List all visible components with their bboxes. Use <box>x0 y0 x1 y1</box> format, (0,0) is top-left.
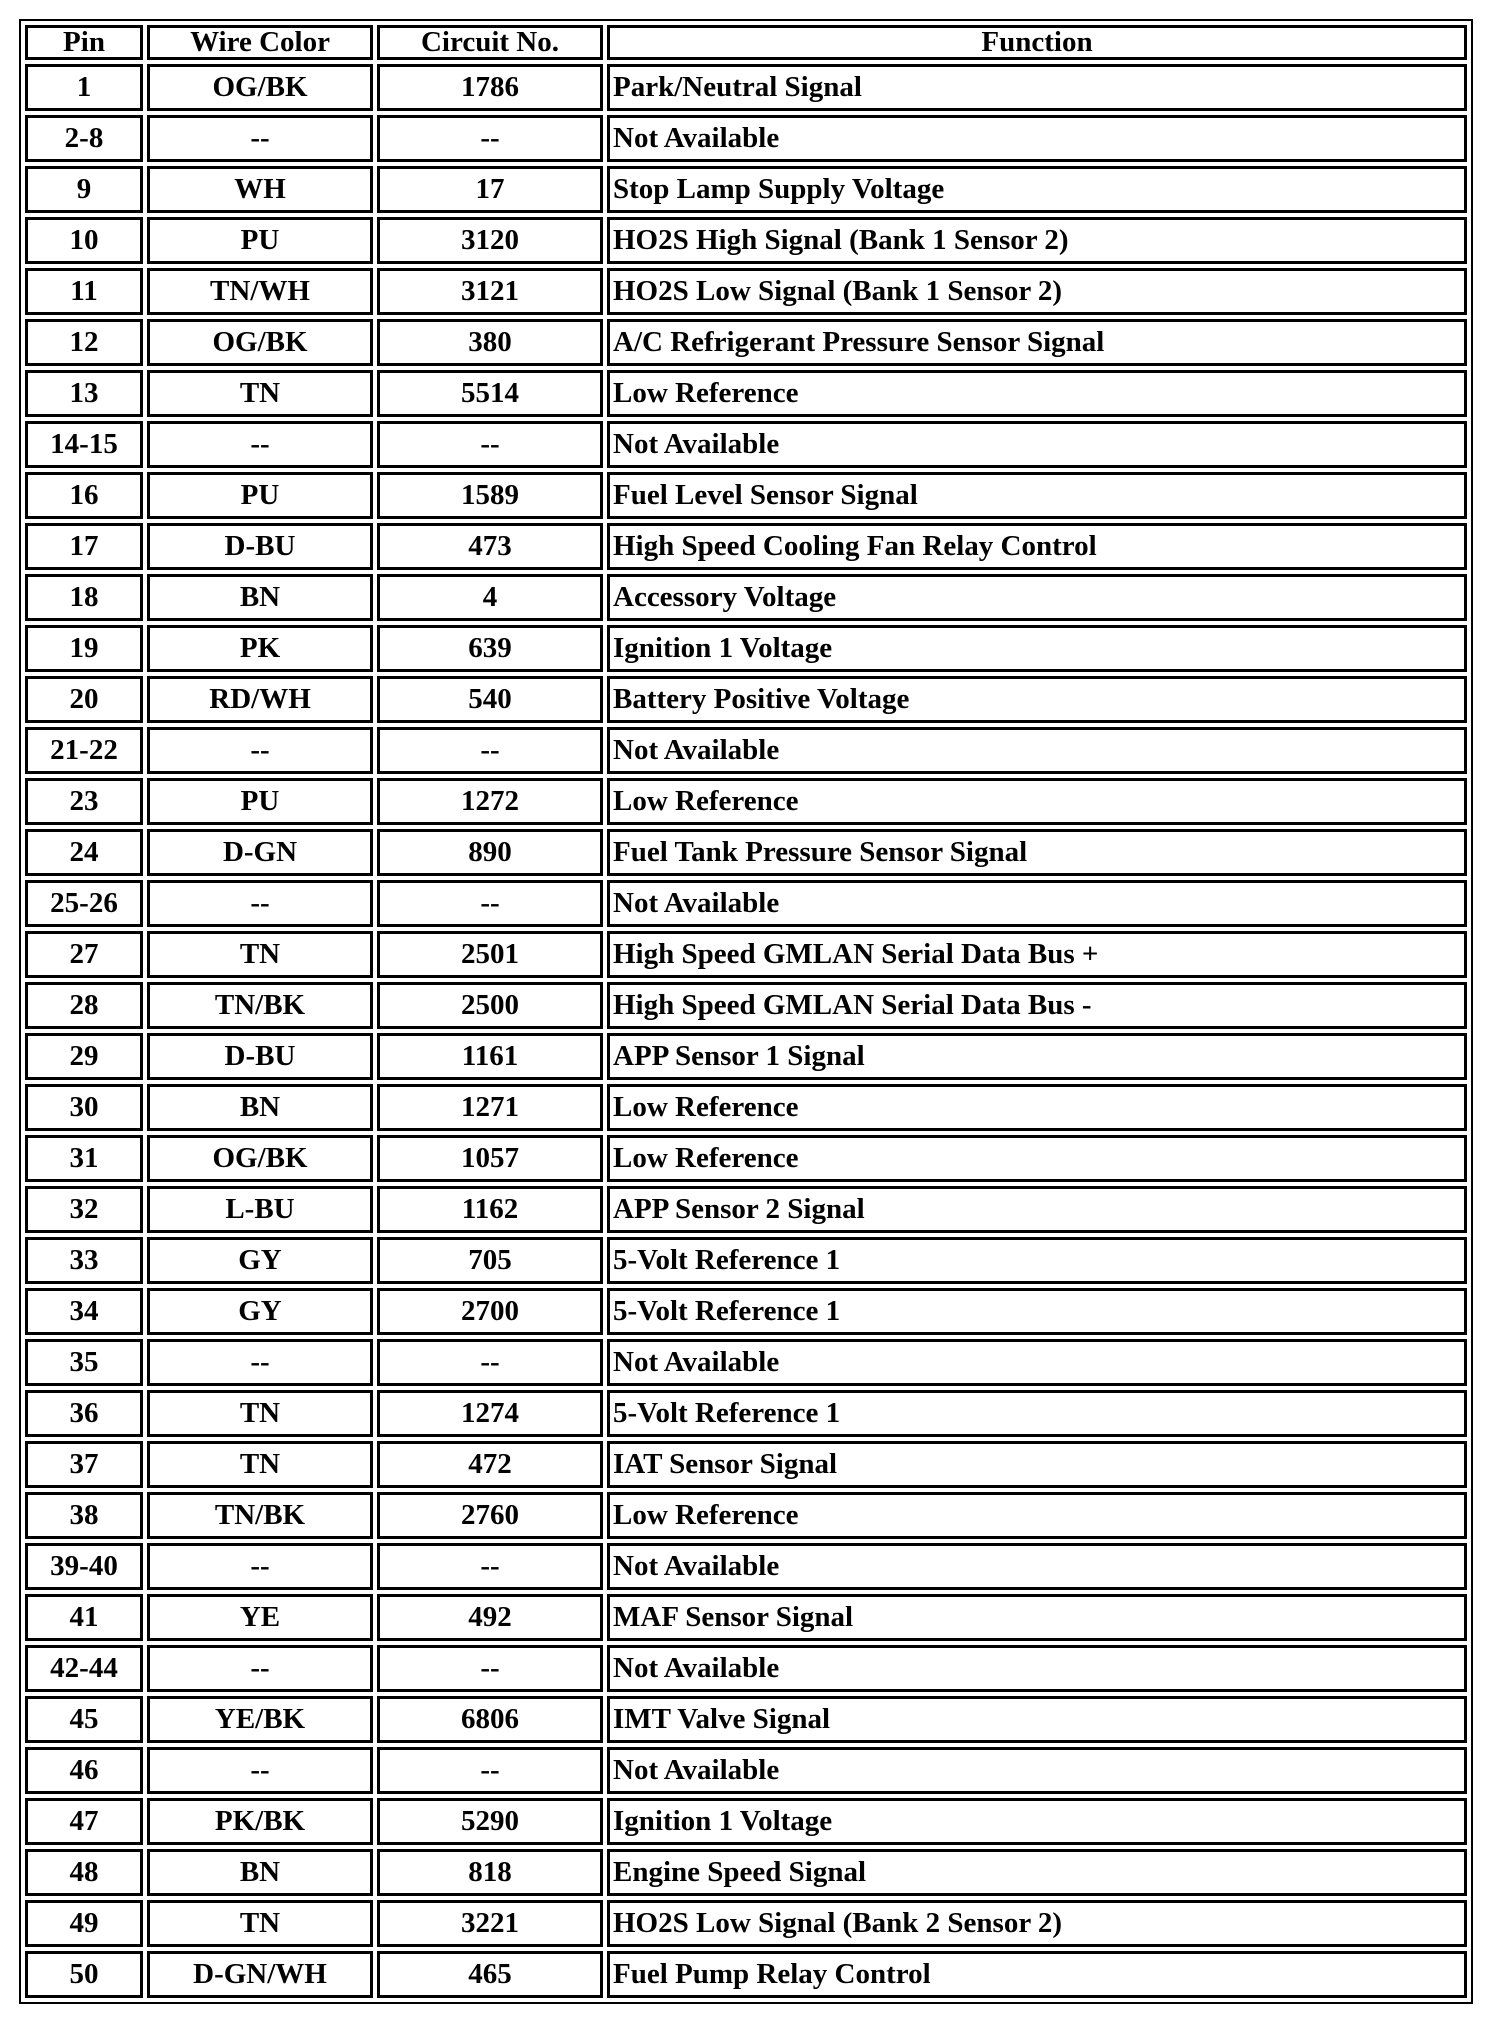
table-row <box>25 1237 1467 1284</box>
table-row <box>25 1798 1467 1845</box>
pin-cell: 38 <box>25 1492 143 1539</box>
table-row <box>25 574 1467 621</box>
wire-color-cell: BN <box>147 1084 373 1131</box>
wire-color-cell: -- <box>147 421 373 468</box>
pin-cell: 10 <box>25 217 143 264</box>
header-circuit-no: Circuit No. <box>377 25 603 60</box>
function-cell: Park/Neutral Signal <box>607 64 1467 111</box>
pin-cell: 9 <box>25 166 143 213</box>
table-row <box>25 727 1467 774</box>
wire-color-cell: OG/BK <box>147 319 373 366</box>
wire-color-cell: PK/BK <box>147 1798 373 1845</box>
table-row <box>25 1900 1467 1947</box>
pin-cell: 2-8 <box>25 115 143 162</box>
table-row <box>25 166 1467 213</box>
circuit-no-cell: 1271 <box>377 1084 603 1131</box>
table-row <box>25 1135 1467 1182</box>
circuit-no-cell: 5514 <box>377 370 603 417</box>
circuit-no-cell: 2700 <box>377 1288 603 1335</box>
function-cell: Not Available <box>607 115 1467 162</box>
circuit-no-cell: 492 <box>377 1594 603 1641</box>
table-row <box>25 1543 1467 1590</box>
circuit-no-cell: 17 <box>377 166 603 213</box>
pin-cell: 20 <box>25 676 143 723</box>
table-row <box>25 931 1467 978</box>
wire-color-cell: WH <box>147 166 373 213</box>
pin-cell: 25-26 <box>25 880 143 927</box>
wire-color-cell: -- <box>147 115 373 162</box>
circuit-no-cell: 6806 <box>377 1696 603 1743</box>
wire-color-cell: OG/BK <box>147 1135 373 1182</box>
function-cell: Accessory Voltage <box>607 574 1467 621</box>
circuit-no-cell: 3120 <box>377 217 603 264</box>
function-cell: 5-Volt Reference 1 <box>607 1237 1467 1284</box>
function-cell: Not Available <box>607 421 1467 468</box>
pin-cell: 45 <box>25 1696 143 1743</box>
function-cell: Ignition 1 Voltage <box>607 625 1467 672</box>
function-cell: Fuel Tank Pressure Sensor Signal <box>607 829 1467 876</box>
pin-cell: 35 <box>25 1339 143 1386</box>
function-cell: High Speed GMLAN Serial Data Bus - <box>607 982 1467 1029</box>
table-row <box>25 625 1467 672</box>
table-row <box>25 1849 1467 1896</box>
wire-color-cell: -- <box>147 727 373 774</box>
pin-cell: 24 <box>25 829 143 876</box>
function-cell: Not Available <box>607 727 1467 774</box>
wire-color-cell: TN <box>147 1390 373 1437</box>
circuit-no-cell: 5290 <box>377 1798 603 1845</box>
function-cell: APP Sensor 1 Signal <box>607 1033 1467 1080</box>
wire-color-cell: RD/WH <box>147 676 373 723</box>
circuit-no-cell: 1786 <box>377 64 603 111</box>
wire-color-cell: TN/BK <box>147 982 373 1029</box>
function-cell: Ignition 1 Voltage <box>607 1798 1467 1845</box>
circuit-no-cell: 1589 <box>377 472 603 519</box>
pin-cell: 31 <box>25 1135 143 1182</box>
circuit-no-cell: 3221 <box>377 1900 603 1947</box>
header-function: Function <box>607 25 1467 60</box>
pin-cell: 12 <box>25 319 143 366</box>
circuit-no-cell: 1162 <box>377 1186 603 1233</box>
wire-color-cell: YE/BK <box>147 1696 373 1743</box>
wire-color-cell: BN <box>147 574 373 621</box>
wire-color-cell: D-BU <box>147 1033 373 1080</box>
function-cell: HO2S Low Signal (Bank 2 Sensor 2) <box>607 1900 1467 1947</box>
table-row <box>25 421 1467 468</box>
pin-cell: 27 <box>25 931 143 978</box>
wire-color-cell: TN <box>147 931 373 978</box>
wire-color-cell: GY <box>147 1288 373 1335</box>
table-row <box>25 1747 1467 1794</box>
function-cell: High Speed GMLAN Serial Data Bus + <box>607 931 1467 978</box>
function-cell: Not Available <box>607 1645 1467 1692</box>
wire-color-cell: TN/WH <box>147 268 373 315</box>
pin-cell: 36 <box>25 1390 143 1437</box>
pin-cell: 50 <box>25 1951 143 1998</box>
pin-cell: 37 <box>25 1441 143 1488</box>
function-cell: Not Available <box>607 1747 1467 1794</box>
circuit-no-cell: 2760 <box>377 1492 603 1539</box>
circuit-no-cell: 1274 <box>377 1390 603 1437</box>
table-row <box>25 319 1467 366</box>
table-row <box>25 676 1467 723</box>
function-cell: 5-Volt Reference 1 <box>607 1288 1467 1335</box>
table-row <box>25 1441 1467 1488</box>
circuit-no-cell: 2500 <box>377 982 603 1029</box>
table-row <box>25 982 1467 1029</box>
table-row <box>25 1951 1467 1998</box>
table-row <box>25 778 1467 825</box>
circuit-no-cell: 890 <box>377 829 603 876</box>
table-row <box>25 115 1467 162</box>
wire-color-cell: PK <box>147 625 373 672</box>
circuit-no-cell: -- <box>377 1339 603 1386</box>
function-cell: Engine Speed Signal <box>607 1849 1467 1896</box>
wire-color-cell: TN <box>147 370 373 417</box>
circuit-no-cell: 4 <box>377 574 603 621</box>
table-row <box>25 523 1467 570</box>
wire-color-cell: -- <box>147 1543 373 1590</box>
function-cell: Low Reference <box>607 778 1467 825</box>
circuit-no-cell: -- <box>377 1747 603 1794</box>
pin-cell: 32 <box>25 1186 143 1233</box>
circuit-no-cell: -- <box>377 115 603 162</box>
circuit-no-cell: 818 <box>377 1849 603 1896</box>
pin-cell: 46 <box>25 1747 143 1794</box>
circuit-no-cell: 1272 <box>377 778 603 825</box>
pin-cell: 19 <box>25 625 143 672</box>
wire-color-cell: PU <box>147 472 373 519</box>
circuit-no-cell: 473 <box>377 523 603 570</box>
table-row <box>25 1033 1467 1080</box>
wire-color-cell: PU <box>147 217 373 264</box>
wire-color-cell: D-GN <box>147 829 373 876</box>
wire-color-cell: D-GN/WH <box>147 1951 373 1998</box>
pin-cell: 17 <box>25 523 143 570</box>
pin-cell: 30 <box>25 1084 143 1131</box>
table-row <box>25 1492 1467 1539</box>
circuit-no-cell: -- <box>377 880 603 927</box>
circuit-no-cell: 465 <box>377 1951 603 1998</box>
circuit-no-cell: 1161 <box>377 1033 603 1080</box>
table-row <box>25 829 1467 876</box>
pin-cell: 39-40 <box>25 1543 143 1590</box>
table-row <box>25 217 1467 264</box>
header-row <box>25 25 1467 60</box>
table-row <box>25 1186 1467 1233</box>
circuit-no-cell: 639 <box>377 625 603 672</box>
pin-cell: 16 <box>25 472 143 519</box>
function-cell: Not Available <box>607 1339 1467 1386</box>
wire-color-cell: BN <box>147 1849 373 1896</box>
table-row <box>25 370 1467 417</box>
pin-cell: 13 <box>25 370 143 417</box>
wire-color-cell: -- <box>147 880 373 927</box>
table-row <box>25 880 1467 927</box>
pin-cell: 14-15 <box>25 421 143 468</box>
circuit-no-cell: -- <box>377 1543 603 1590</box>
circuit-no-cell: 3121 <box>377 268 603 315</box>
pin-cell: 47 <box>25 1798 143 1845</box>
pin-rows <box>25 64 1467 1998</box>
header-pin: Pin <box>25 25 143 60</box>
pin-cell: 18 <box>25 574 143 621</box>
pin-cell: 23 <box>25 778 143 825</box>
function-cell: Stop Lamp Supply Voltage <box>607 166 1467 213</box>
wire-color-cell: YE <box>147 1594 373 1641</box>
function-cell: IAT Sensor Signal <box>607 1441 1467 1488</box>
circuit-no-cell: -- <box>377 421 603 468</box>
wire-color-cell: OG/BK <box>147 64 373 111</box>
function-cell: HO2S Low Signal (Bank 1 Sensor 2) <box>607 268 1467 315</box>
function-cell: High Speed Cooling Fan Relay Control <box>607 523 1467 570</box>
circuit-no-cell: 540 <box>377 676 603 723</box>
function-cell: Low Reference <box>607 1492 1467 1539</box>
table-row <box>25 64 1467 111</box>
pin-cell: 42-44 <box>25 1645 143 1692</box>
circuit-no-cell: -- <box>377 1645 603 1692</box>
pin-cell: 41 <box>25 1594 143 1641</box>
circuit-no-cell: 380 <box>377 319 603 366</box>
function-cell: A/C Refrigerant Pressure Sensor Signal <box>607 319 1467 366</box>
header-wire-color: Wire Color <box>147 25 373 60</box>
function-cell: Battery Positive Voltage <box>607 676 1467 723</box>
wire-color-cell: GY <box>147 1237 373 1284</box>
table-row <box>25 1696 1467 1743</box>
pin-cell: 49 <box>25 1900 143 1947</box>
table-row <box>25 268 1467 315</box>
pin-cell: 28 <box>25 982 143 1029</box>
circuit-no-cell: 472 <box>377 1441 603 1488</box>
pin-cell: 29 <box>25 1033 143 1080</box>
function-cell: Low Reference <box>607 370 1467 417</box>
circuit-no-cell: 705 <box>377 1237 603 1284</box>
table-row <box>25 1339 1467 1386</box>
function-cell: MAF Sensor Signal <box>607 1594 1467 1641</box>
wire-color-cell: TN <box>147 1900 373 1947</box>
wire-color-cell: PU <box>147 778 373 825</box>
circuit-no-cell: 2501 <box>377 931 603 978</box>
table-row <box>25 1594 1467 1641</box>
wire-color-cell: L-BU <box>147 1186 373 1233</box>
pin-cell: 33 <box>25 1237 143 1284</box>
pin-cell: 21-22 <box>25 727 143 774</box>
table-row <box>25 472 1467 519</box>
function-cell: Not Available <box>607 880 1467 927</box>
pin-cell: 48 <box>25 1849 143 1896</box>
function-cell: 5-Volt Reference 1 <box>607 1390 1467 1437</box>
wire-color-cell: -- <box>147 1645 373 1692</box>
circuit-no-cell: -- <box>377 727 603 774</box>
wire-color-cell: D-BU <box>147 523 373 570</box>
table-row <box>25 1390 1467 1437</box>
wire-color-cell: -- <box>147 1339 373 1386</box>
wire-color-cell: -- <box>147 1747 373 1794</box>
function-cell: APP Sensor 2 Signal <box>607 1186 1467 1233</box>
pin-cell: 34 <box>25 1288 143 1335</box>
pinout-table-frame <box>19 19 1473 2004</box>
table-row <box>25 1084 1467 1131</box>
function-cell: Low Reference <box>607 1135 1467 1182</box>
table-row <box>25 1645 1467 1692</box>
function-cell: Fuel Pump Relay Control <box>607 1951 1467 1998</box>
wire-color-cell: TN/BK <box>147 1492 373 1539</box>
pin-cell: 1 <box>25 64 143 111</box>
circuit-no-cell: 1057 <box>377 1135 603 1182</box>
table-row <box>25 1288 1467 1335</box>
function-cell: Fuel Level Sensor Signal <box>607 472 1467 519</box>
function-cell: HO2S High Signal (Bank 1 Sensor 2) <box>607 217 1467 264</box>
wire-color-cell: TN <box>147 1441 373 1488</box>
function-cell: Low Reference <box>607 1084 1467 1131</box>
pin-cell: 11 <box>25 268 143 315</box>
function-cell: IMT Valve Signal <box>607 1696 1467 1743</box>
pinout-table <box>21 21 1471 2002</box>
function-cell: Not Available <box>607 1543 1467 1590</box>
